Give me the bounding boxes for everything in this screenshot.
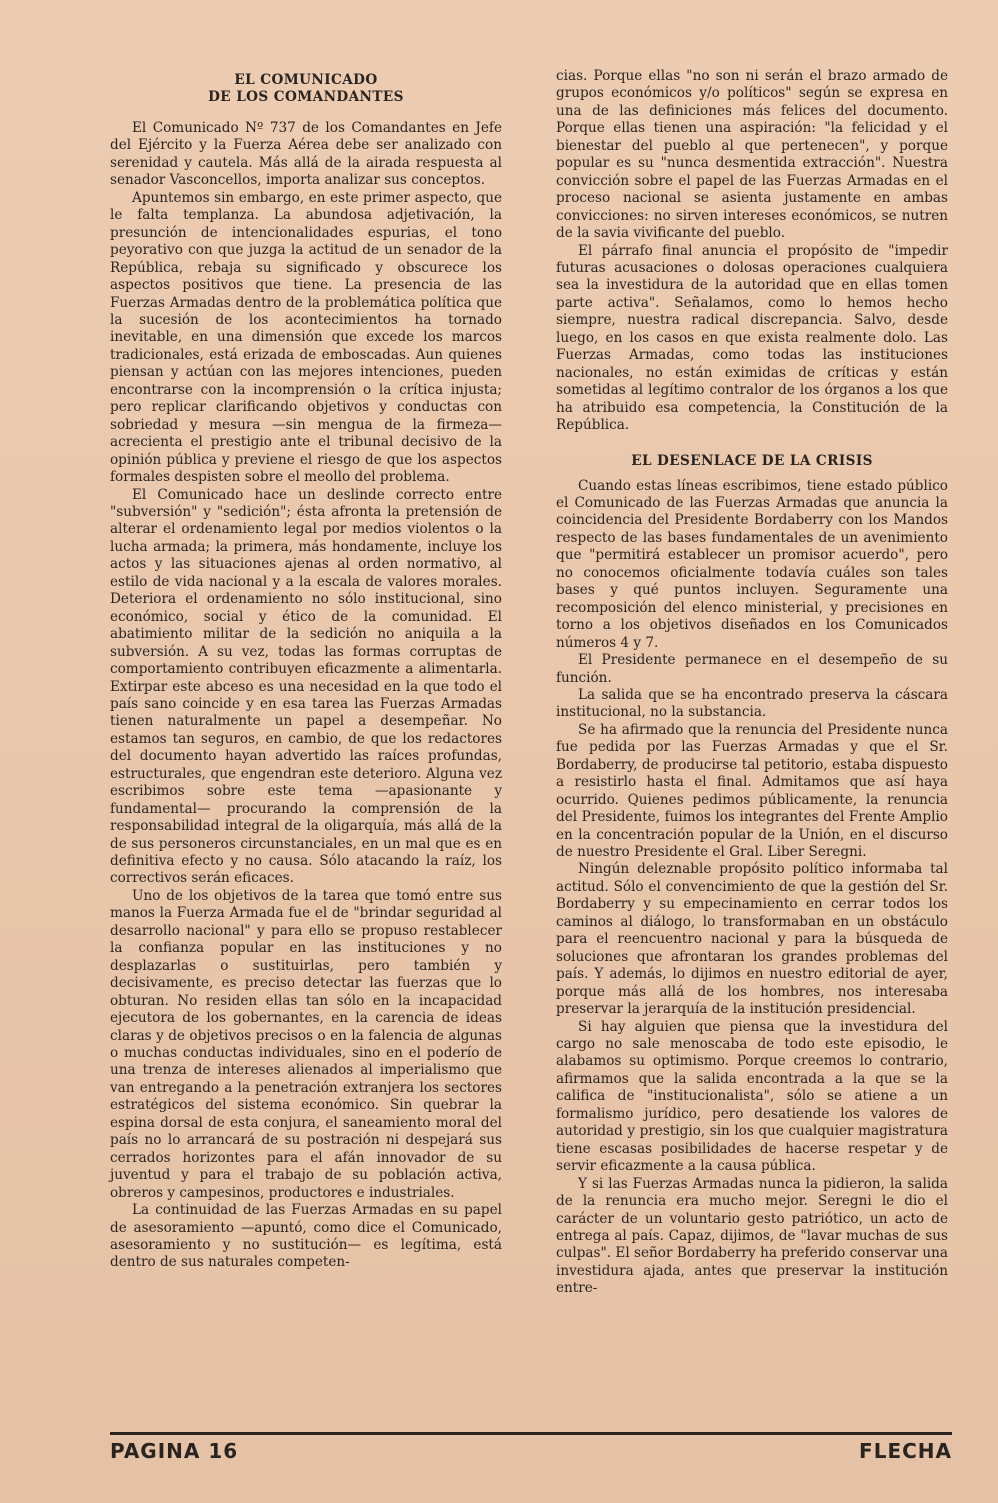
- right-paragraph-9: Y si las Fuerzas Armadas nunca la pidieron, la salida de la renuncia era mucho mejor. Seregni le dio el carácter de un voluntario gesto patriótico, un acto de entrega al país. Capaz, dijimos, de "lavar muchas de sus culpas". El señor Bordaberry ha preferido conservar una investidura ajada, antes que preservar la institución entre-: [556, 1175, 948, 1297]
- right-paragraph-6: Se ha afirmado que la renuncia del Presidente nunca fue pedida por las Fuerzas Armadas y que el Sr. Bordaberry, de producirse tal petitorio, estaba dispuesto a resistirlo hasta el final. Admitamos que así haya ocurrido. Quienes pedimos públicamente, la renuncia del Presidente, fuimos los integrantes del Frente Amplio en la concentración popular de la Unión, en el discurso de nuestro Presidente el Gral. Liber Seregni.: [556, 721, 948, 861]
- page-footer: [110, 1432, 952, 1469]
- right-column: [556, 68, 948, 1298]
- article-heading-line-2: DE LOS COMANDANTES: [208, 89, 404, 105]
- left-paragraph-2: Apuntemos sin embargo, en este primer aspecto, que le falta templanza. La abundosa adjetivación, la presunción de intencionalidades espurias, el tono peyorativo con que juzga la actitud de un senador de la República, rebaja su significado y obscurece los aspectos positivos que tiene. La presencia de las Fuerzas Armadas dentro de la problemática política que la sucesión de los acontecimientos ha tornado inevitable, en una dimensión que excede los marcos tradicionales, está erizada de emboscadas. Aun quienes piensan y actúan con las mejores intenciones, pueden encontrarse con la incomprensión o la crítica injusta; pero replicar clarificando objetivos y conductas con sobriedad y mesura —sin mengua de la firmeza— acrecienta el prestigio ante el tribunal decisivo de la opinión pública y previene el riesgo de que los aspectos formales despisten sobre el meollo del problema.: [110, 189, 502, 486]
- page-number-label: PAGINA 16: [110, 1439, 239, 1463]
- publication-name: FLECHA: [859, 1439, 952, 1463]
- right-paragraph-1: cias. Porque ellas "no son ni serán el brazo armado de grupos económicos y/o políticos" según se expresa en una de las definiciones más felices del documento. Porque ellas tienen una aspiración: "la felicidad y el bienestar del pueblo al que pertenecen", y porque popular es su "nunca desmentida extracción". Nuestra convicción sobre el papel de las Fuerzas Armadas en el proceso nacional se asienta justamente en ambas convicciones: no sirven intereses económicos, se nutren de la savia vivificante del pueblo.: [556, 68, 948, 242]
- right-paragraph-2: El párrafo final anuncia el propósito de "impedir futuras acusaciones o dolosas operaciones cualquiera sea la investidura de la autoridad que en ellas tomen parte activa". Señalamos, como lo hemos hecho siempre, nuestra radical discrepancia. Salvo, desde luego, en los casos en que exista realmente dolo. Las Fuerzas Armadas, como todas las instituciones nacionales, no están eximidas de críticas y están sometidas al legítimo contralor de los órganos a los que ha atribuido esa competencia, la Constitución de la República.: [556, 242, 948, 434]
- right-paragraph-8: Si hay alguien que piensa que la investidura del cargo no sale menoscaba de todo este episodio, le alabamos su optimismo. Porque creemos lo contrario, afirmamos que la salida encontrada a la que se la califica de "institucionalista", sólo se atiene a un formalismo jurídico, pero desatiende los valores de autoridad y prestigio, sin los que cualquier magistratura tiene escasas posibilidades de hacerse respetar y de servir eficazmente a la causa pública.: [556, 1018, 948, 1175]
- section-heading: EL DESENLACE DE LA CRISIS: [631, 452, 873, 469]
- right-paragraph-3: Cuando estas líneas escribimos, tiene estado público el Comunicado de las Fuerzas Armadas que anuncia la coincidencia del Presidente Bordaberry con los Mandos respecto de las bases fundamentales de un avenimiento que "permitirá establecer un promisor acuerdo", pero no conocemos oficialmente todavía cuáles son tales bases y qué puntos incluyen. Seguramente una recomposición del elenco ministerial, y precisiones en torno a los objetivos diseñados en los Comunicados números 4 y 7.: [556, 477, 948, 651]
- right-paragraph-4: El Presidente permanece en el desempeño de su función.: [556, 652, 948, 686]
- article-heading-line-1: EL COMUNICADO: [234, 72, 378, 88]
- left-paragraph-3: El Comunicado hace un deslinde correcto entre "subversión" y "sedición"; ésta afronta la pretensión de alterar el ordenamiento legal por medios violentos o la lucha armada; la primera, más hondamente, incluye los actos y las situaciones ajenas al orden normativo, al estilo de vida nacional y a la escala de valores morales. Deteriora el ordenamiento no sólo institucional, sino económico, social y ético de la comunidad. El abatimiento militar de la sedición no aniquila a la subversión. A su vez, todas las formas corruptas de comportamiento contribuyen eficazmente a alimentarla. Extirpar este abceso es una necesidad en la que todo el país sano coincide y en esa tarea las Fuerzas Armadas tienen naturalmente un papel a desempeñar. No estamos tan seguros, en cambio, de que los redactores del documento hayan advertido las raíces profundas, estructurales, que engendran este deterioro. Alguna vez escribimos sobre este tema —apasionante y fundamental— procurando la comprensión de la responsabilidad integral de la oligarquía, más allá de la de sus personeros circunstanciales, en un mal que es en definitiva efecto y no causa. Sólo atacando la raíz, los correctivos serán eficaces.: [110, 486, 502, 887]
- right-paragraph-5: La salida que se ha encontrado preserva la cáscara institucional, no la substancia.: [556, 686, 948, 721]
- left-paragraph-4: Uno de los objetivos de la tarea que tomó entre sus manos la Fuerza Armada fue el de "brindar seguridad al desarrollo nacional" y para ello se propuso restablecer la confianza popular en las instituciones y no desplazarlas o sustituirlas, pero también y decisivamente, es preciso detectar las fuerzas que lo obturan. No residen ellas tan sólo en la incapacidad ejecutora de los gobernantes, en la carencia de ideas claras y de objetivos precisos o en la falencia de algunas o muchas conductas individuales, sino en el poderío de una trenza de intereses alienados al imperialismo que van entregando a la penetración extranjera los sectores estratégicos del sistema económico. Sin quebrar la espina dorsal de esta conjura, el saneamiento moral del país no lo arrancará de su postración ni despejará sus cerrados horizontes para el afán innovador de su juventud y para el trabajo de su población activa, obreros y campesinos, productores e industriales.: [110, 887, 502, 1201]
- left-column: [110, 72, 502, 1272]
- left-paragraph-1: El Comunicado Nº 737 de los Comandantes en Jefe del Ejército y la Fuerza Aérea debe ser analizado con serenidad y cautela. Más allá de la airada respuesta al senador Vasconcellos, importa analizar sus conceptos.: [110, 120, 502, 189]
- right-paragraph-7: Ningún deleznable propósito político informaba tal actitud. Sólo el convencimiento de que la gestión del Sr. Bordaberry y su empecinamiento en cerrar todos los caminos al diálogo, lo transformaban en un obstáculo para el reencuentro nacional y para la búsqueda de soluciones que afrontaran los grandes problemas del país. Y además, lo dijimos en nuestro editorial de ayer, porque más allá de los hombres, nos interesaba preservar la jerarquía de la institución presidencial.: [556, 861, 948, 1018]
- left-paragraph-5: La continuidad de las Fuerzas Armadas en su papel de asesoramiento —apuntó, como dice el Comunicado, asesoramiento y no sustitución— es legítima, está dentro de sus naturales competen-: [110, 1202, 502, 1271]
